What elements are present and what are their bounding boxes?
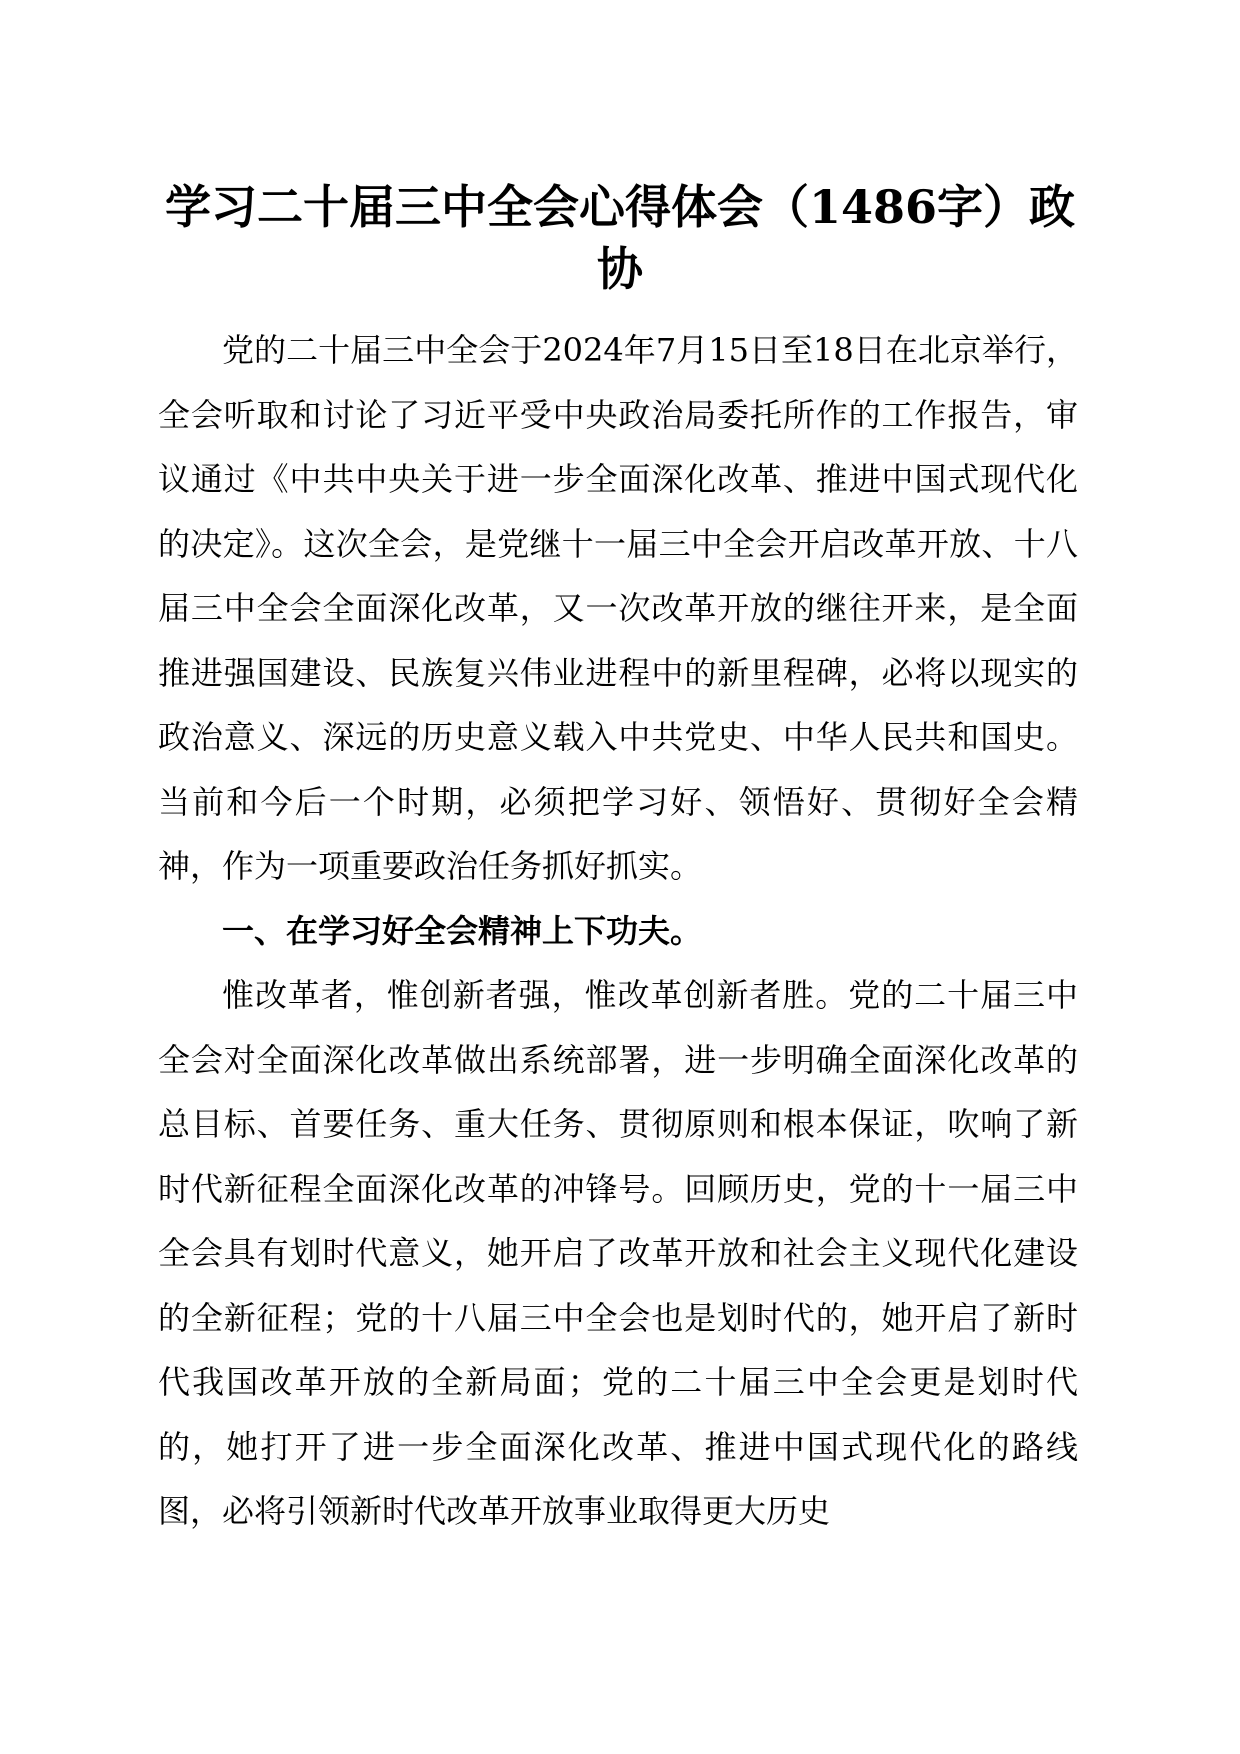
document-title bbox=[160, 176, 1080, 300]
title-line-2: 协 bbox=[597, 242, 643, 296]
intro-paragraph: 党的二十届三中全会于2024年7月15日至18日在北京举行，全会听取和讨论了习近平受中央政治局委托所作的工作报告，审议通过《中共中央关于进一步全面深化改革、推进中国式现代化的决定》。这次全会，是党继十一届三中全会开启改革开放、十八届三中全会全面深化改革，又一次改革开放的继往开来，是全面推进强国建设、民族复兴伟业进程中的新里程碑，必将以现实的政治意义、深远的历史意义载入中共党史、中华人民共和国史。当前和今后一个时期，必须把学习好、领悟好、贯彻好全会精神，作为一项重要政治任务抓好抓实。 bbox=[158, 331, 1078, 885]
title-line-1: 学习二十届三中全会心得体会（1486字）政 bbox=[164, 180, 1076, 234]
section-heading-1: 一、在学习好全会精神上下功夫。 bbox=[222, 911, 703, 950]
section-1-paragraph: 惟改革者，惟创新者强，惟改革创新者胜。党的二十届三中全会对全面深化改革做出系统部署，进一步明确全面深化改革的总目标、首要任务、重大任务、贯彻原则和根本保证，吹响了新时代新征程全面深化改革的冲锋号。回顾历史，党的十一届三中全会具有划时代意义，她开启了改革开放和社会主义现代化建设的全新征程；党的十八届三中全会也是划时代的，她开启了新时代我国改革开放的全新局面；党的二十届三中全会更是划时代的，她打开了进一步全面深化改革、推进中国式现代化的路线图，必将引领新时代改革开放事业取得更大历史 bbox=[158, 976, 1078, 1530]
document-body bbox=[158, 318, 1078, 1544]
